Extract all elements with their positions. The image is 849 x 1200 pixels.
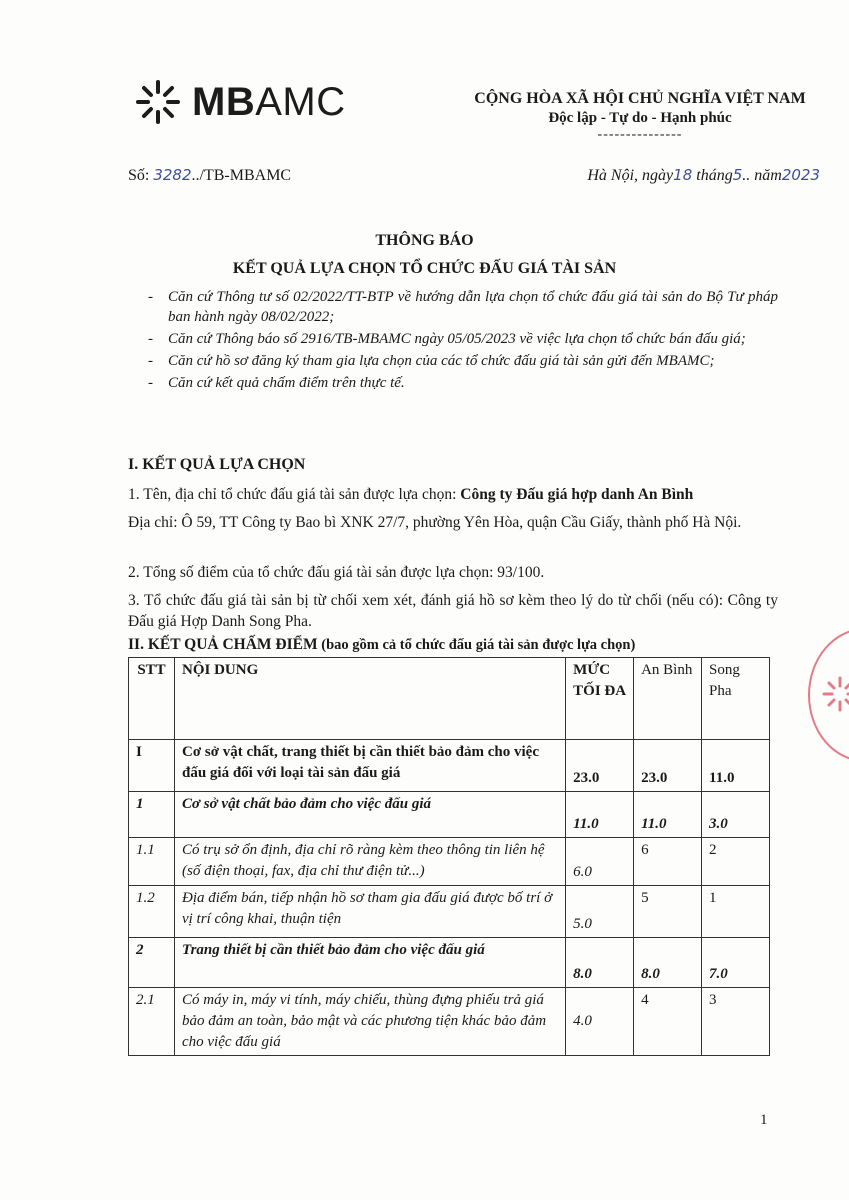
logo-wordmark: MBAMC <box>192 79 346 124</box>
header-stt: STT <box>129 658 175 740</box>
header-anbinh: An Bình <box>634 658 702 740</box>
section-2-heading: II. KẾT QUẢ CHẤM ĐIỂM (bao gồm cả tổ chức đấu giá tài sản được lựa chọn) <box>128 636 636 653</box>
notice-title: THÔNG BÁO <box>375 232 474 249</box>
star-logo-icon <box>134 78 182 126</box>
handwritten-day: 18 <box>673 166 693 184</box>
handwritten-year: 2023 <box>781 166 820 184</box>
header-max: MỨC TỐI ĐA <box>566 658 634 740</box>
score-table <box>128 657 770 1056</box>
total-score-paragraph: 2. Tổng số điểm của tổ chức đấu giá tài sản được lựa chọn: 93/100. <box>128 564 545 581</box>
header-songpha: Song Pha <box>702 658 770 740</box>
national-motto: Độc lập - Tự do - Hạnh phúc <box>548 110 732 126</box>
selected-org-name: Công ty Đấu giá hợp danh An Bình <box>460 486 694 503</box>
table-row: 1.1 Có trụ sở ổn định, địa chỉ rõ ràng kèm theo thông tin liên hệ (số điện thoại, fax, địa chỉ thư điện tử...) 6.0 6 2 <box>129 838 770 886</box>
legal-bases-list <box>148 287 778 395</box>
company-logo <box>134 78 346 126</box>
document-date: Hà Nội, ngày18 tháng5.. năm2023 <box>587 166 820 184</box>
legal-basis-item: - Căn cứ Thông tư số 02/2022/TT-BTP về hướng dẫn lựa chọn tổ chức đấu giá tài sản do Bộ Tư pháp ban hành ngày 08/02/2022; <box>148 287 778 327</box>
handwritten-number: 3282 <box>153 166 192 184</box>
table-row: 1 Cơ sở vật chất bảo đảm cho việc đấu giá 11.0 11.0 3.0 <box>129 792 770 838</box>
section-1-heading: I. KẾT QUẢ LỰA CHỌN <box>128 456 306 473</box>
legal-basis-item: - Căn cứ kết quả chấm điểm trên thực tế. <box>148 373 778 393</box>
stamp-star-icon <box>820 674 849 714</box>
nation-name: CỘNG HÒA XÃ HỘI CHỦ NGHĨA VIỆT NAM <box>474 90 806 107</box>
rejected-org-paragraph: 3. Tổ chức đấu giá tài sản bị từ chối xem xét, đánh giá hồ sơ kèm theo lý do từ chối (nếu có): Công ty Đấu giá Hợp Danh Song Pha. <box>128 592 778 630</box>
handwritten-month: 5 <box>732 166 743 184</box>
red-stamp-seal <box>808 628 849 762</box>
header-separator: --------------- <box>597 127 683 142</box>
table-row: I Cơ sở vật chất, trang thiết bị cần thiết bảo đảm cho việc đấu giá đối với loại tài sản đấu giá 23.0 23.0 11.0 <box>129 740 770 792</box>
legal-basis-item: - Căn cứ Thông báo số 2916/TB-MBAMC ngày 05/05/2023 về việc lựa chọn tổ chức bán đấu giá; <box>148 329 778 349</box>
selected-org-address: Địa chỉ: Ô 59, TT Công ty Bao bì XNK 27/7, phường Yên Hòa, quận Cầu Giấy, thành phố Hà Nội. <box>128 514 742 531</box>
table-row: 2 Trang thiết bị cần thiết bảo đảm cho việc đấu giá 8.0 8.0 7.0 <box>129 938 770 988</box>
table-header-row <box>129 658 770 740</box>
legal-basis-item: - Căn cứ hồ sơ đăng ký tham gia lựa chọn của các tổ chức đấu giá tài sản gửi đến MBAMC; <box>148 351 778 371</box>
page-number: 1 <box>760 1112 768 1128</box>
document-number: Số: 3282../TB-MBAMC <box>128 166 292 184</box>
national-header <box>420 90 849 143</box>
table-row: 2.1 Có máy in, máy vi tính, máy chiếu, thùng đựng phiếu trả giá bảo đảm an toàn, bảo mật và các phương tiện khác bảo đảm cho việc đấu giá 4.0 4 3 <box>129 988 770 1056</box>
notice-subtitle: KẾT QUẢ LỰA CHỌN TỔ CHỨC ĐẤU GIÁ TÀI SẢN <box>232 260 617 277</box>
header-content: NỘI DUNG <box>174 658 565 740</box>
selected-org-paragraph: 1. Tên, địa chỉ tổ chức đấu giá tài sản được lựa chọn: Công ty Đấu giá hợp danh An Bình <box>128 486 694 503</box>
table-row: 1.2 Địa điểm bán, tiếp nhận hồ sơ tham gia đấu giá được bố trí ở vị trí công khai, thuận tiện 5.0 5 1 <box>129 886 770 938</box>
